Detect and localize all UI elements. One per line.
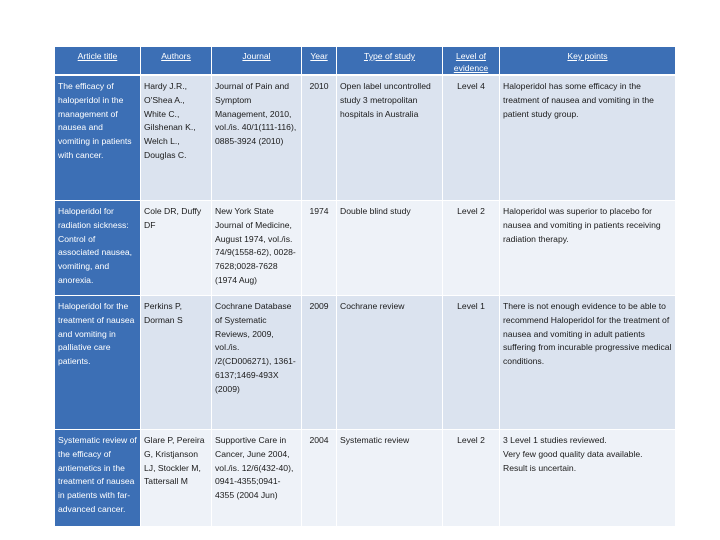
header-authors: Authors	[141, 47, 212, 76]
cell-year: 2010	[302, 76, 337, 201]
cell-authors: Perkins P, Dorman S	[141, 296, 212, 430]
cell-journal: Supportive Care in Cancer, June 2004, vol./is. 12/6(432-40), 0941-4355;0941-4355 (2004 Jun)	[212, 430, 302, 527]
cell-authors: Cole DR, Duffy DF	[141, 201, 212, 296]
table-header	[55, 47, 675, 76]
cell-type-of-study: Open label uncontrolled study 3 metropolitan hospitals in Australia	[337, 76, 443, 201]
cell-article-title: Haloperidol for radiation sickness: Control of associated nausea, vomiting, and anorexia.	[55, 201, 141, 296]
header-row	[55, 47, 675, 76]
table-row	[55, 296, 675, 430]
cell-key-points: Haloperidol has some efficacy in the treatment of nausea and vomiting in the patient study group.	[500, 76, 675, 201]
cell-article-title: Systematic review of the efficacy of antiemetics in the treatment of nausea in patients with far-advanced cancer.	[55, 430, 141, 527]
cell-year: 2004	[302, 430, 337, 527]
cell-year: 1974	[302, 201, 337, 296]
header-year: Year	[302, 47, 337, 76]
cell-key-points: There is not enough evidence to be able to recommend Haloperidol for the treatment of nausea and vomiting in adult patients suffering from incurable progressive medical conditions.	[500, 296, 675, 430]
header-type-of-study: Type of study	[337, 47, 443, 76]
cell-article-title: Haloperidol for the treatment of nausea and vomiting in palliative care patients.	[55, 296, 141, 430]
cell-level-of-evidence: Level 4	[443, 76, 500, 201]
table-row	[55, 76, 675, 201]
cell-level-of-evidence: Level 2	[443, 201, 500, 296]
cell-type-of-study: Double blind study	[337, 201, 443, 296]
table-body	[55, 76, 675, 527]
cell-article-title: The efficacy of haloperidol in the management of nausea and vomiting in patients with cancer.	[55, 76, 141, 201]
cell-year: 2009	[302, 296, 337, 430]
cell-journal: Cochrane Database of Systematic Reviews, 2009, vol./is. /2(CD006271), 1361-6137;1469-493X (2009)	[212, 296, 302, 430]
cell-journal: New York State Journal of Medicine, August 1974, vol./is. 74/9(1558-62), 0028-7628;0028-7628 (1974 Aug)	[212, 201, 302, 296]
table-row	[55, 201, 675, 296]
cell-authors: Hardy J.R., O'Shea A., White C., Gilshenan K., Welch L., Douglas C.	[141, 76, 212, 201]
cell-journal: Journal of Pain and Symptom Management, 2010, vol./is. 40/1(111-116), 0885-3924 (2010)	[212, 76, 302, 201]
header-key-points: Key points	[500, 47, 675, 76]
cell-type-of-study: Systematic review	[337, 430, 443, 527]
cell-type-of-study: Cochrane review	[337, 296, 443, 430]
cell-key-points: 3 Level 1 studies reviewed. Very few good quality data available. Result is uncertain.	[500, 430, 675, 527]
cell-authors: Glare P, Pereira G, Kristjanson LJ, Stockler M, Tattersall M	[141, 430, 212, 527]
evidence-table	[55, 47, 675, 527]
header-article-title: Article title	[55, 47, 141, 76]
cell-key-points: Haloperidol was superior to placebo for nausea and vomiting in patients receiving radiation therapy.	[500, 201, 675, 296]
header-level-of-evidence: Level of evidence	[443, 47, 500, 76]
cell-level-of-evidence: Level 2	[443, 430, 500, 527]
header-journal: Journal	[212, 47, 302, 76]
table-row	[55, 430, 675, 527]
cell-level-of-evidence: Level 1	[443, 296, 500, 430]
